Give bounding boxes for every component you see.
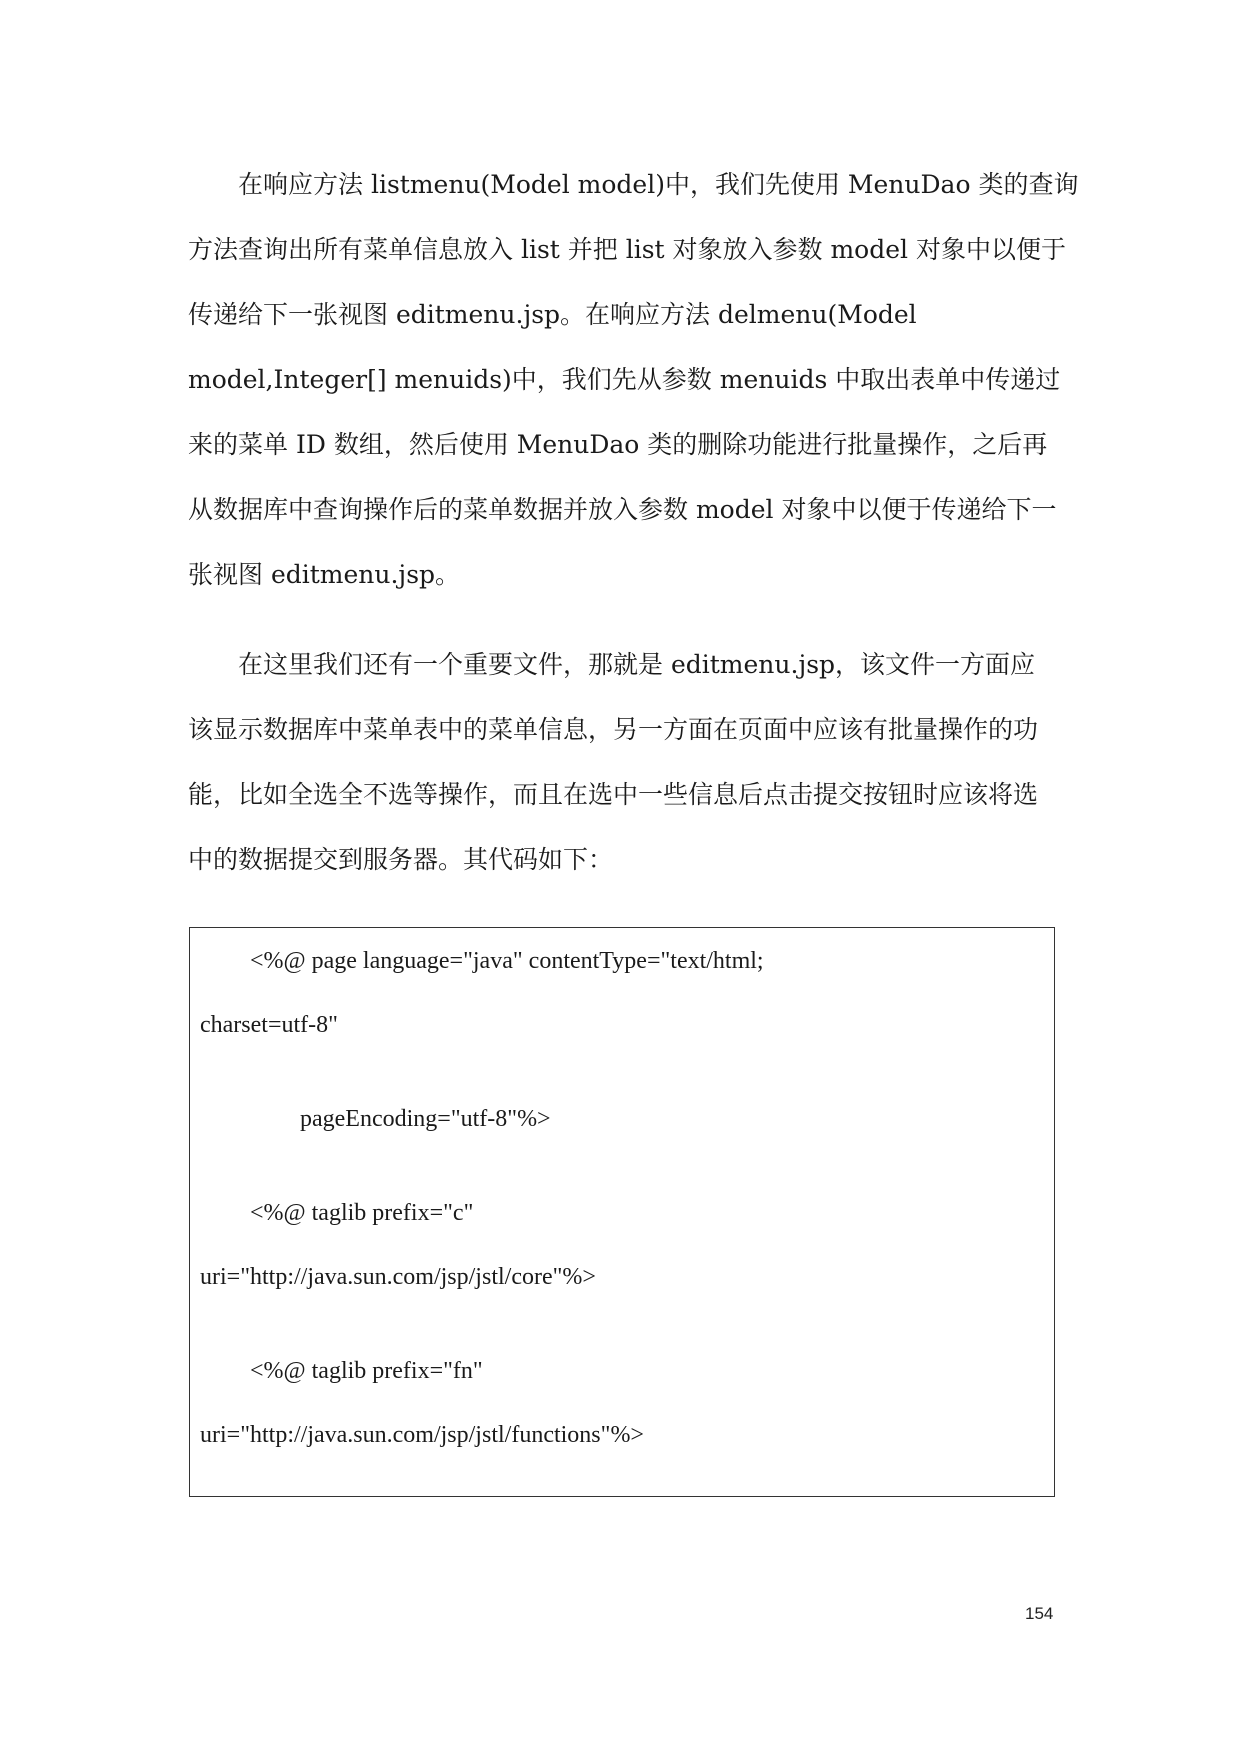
text-line: 来的菜单 ID 数组，然后使用 MenuDao 类的删除功能进行批量操作，之后再 <box>188 430 1048 459</box>
page-number: 154 <box>1025 1604 1054 1623</box>
text-line: model,Integer[] menuids)中，我们先从参数 menuids 中取出表单中传递过 <box>188 365 1061 394</box>
code-line: uri="http://java.sun.com/jsp/jstl/functions"%> <box>200 1422 644 1448</box>
code-line: pageEncoding="utf-8"%> <box>300 1106 551 1132</box>
code-line: <%@ page language="java" contentType="text/html; <box>250 948 764 974</box>
code-line: charset=utf-8" <box>200 1012 338 1038</box>
text-line: 中的数据提交到服务器。其代码如下： <box>188 845 614 874</box>
text-line: 从数据库中查询操作后的菜单数据并放入参数 model 对象中以便于传递给下一 <box>188 495 1057 524</box>
text-line: 方法查询出所有菜单信息放入 list 并把 list 对象放入参数 model 对象中以便于 <box>188 235 1066 264</box>
code-line: <%@ taglib prefix="c" <box>250 1200 474 1226</box>
text-line: 传递给下一张视图 editmenu.jsp。在响应方法 delmenu(Model <box>188 300 917 329</box>
text-line: 在响应方法 listmenu(Model model)中，我们先使用 MenuDao 类的查询 <box>238 170 1079 199</box>
text-line: 该显示数据库中菜单表中的菜单信息，另一方面在页面中应该有批量操作的功 <box>188 715 1039 744</box>
text-line: 能，比如全选全不选等操作，而且在选中一些信息后点击提交按钮时应该将选 <box>188 780 1039 809</box>
code-line: <%@ taglib prefix="fn" <box>250 1358 483 1384</box>
text-line: 在这里我们还有一个重要文件，那就是 editmenu.jsp，该文件一方面应 <box>238 650 1036 679</box>
paragraph-2 <box>188 632 1058 892</box>
code-line: uri="http://java.sun.com/jsp/jstl/core"%> <box>200 1264 596 1290</box>
text-line: 张视图 editmenu.jsp。 <box>188 560 461 589</box>
code-block <box>189 927 1055 1497</box>
paragraph-1 <box>188 152 1079 607</box>
